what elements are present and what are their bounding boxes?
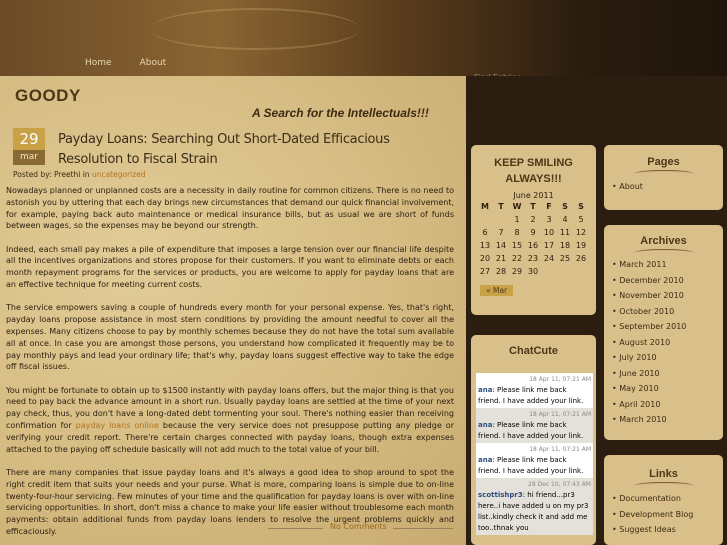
archive-item[interactable]: • October 2010 <box>612 304 723 320</box>
calendar-day: 6 <box>482 228 488 237</box>
pages-list <box>612 179 723 195</box>
calendar-day <box>541 265 557 278</box>
calendar-day <box>573 265 589 278</box>
nav-home-link[interactable]: Home <box>85 58 112 68</box>
calendar-weekday: W <box>512 202 522 211</box>
post-meta <box>13 170 146 179</box>
post-date-badge <box>13 128 45 166</box>
post-paragraph: The service empowers saving a couple of hundreds every month for your personal expense. Yes, that's right, payday loans propose assistance in most stern conditions by providing the amount needful to cover all the expenses. Many citizens choose to pay by monthly schemes because they do not have the total sum available all at once. In case you are amongst those persons, you understand how complicated it frequently may be to pay monthly pays and lead your ordinary life; that's why, payday loans suggest effective way to take the edge off fiscal issues. <box>6 303 454 372</box>
chat-user[interactable]: ana <box>478 386 493 394</box>
archive-item[interactable]: • June 2010 <box>612 366 723 382</box>
calendar-day: 12 <box>575 228 587 237</box>
calendar-day: 17 <box>543 241 555 250</box>
archive-item[interactable]: • May 2010 <box>612 381 723 397</box>
link-item[interactable]: • Development Blog <box>612 507 723 523</box>
archive-item[interactable]: • August 2010 <box>612 335 723 351</box>
calendar-day: 30 <box>527 267 539 276</box>
links-heading: Links <box>649 468 678 480</box>
calendar-day: 7 <box>498 228 504 237</box>
calendar-weekday: S <box>562 202 568 211</box>
site-title[interactable]: GOODY <box>15 86 81 105</box>
calendar-day: 3 <box>546 215 552 224</box>
calendar-day: 26 <box>575 254 587 263</box>
calendar-day: 9 <box>530 228 536 237</box>
post-date-month: mar <box>13 150 45 165</box>
nav-about-link[interactable]: About <box>139 58 167 68</box>
calendar-day <box>477 213 493 226</box>
top-nav <box>85 58 166 68</box>
links-widget <box>604 455 723 545</box>
archives-heading: Archives <box>640 235 687 247</box>
chat-text: : Please link me back friend. I have added your link. <box>478 421 584 440</box>
calendar-day <box>557 265 573 278</box>
site-tagline: A Search for the Intellectuals!!! <box>252 106 429 120</box>
link-item[interactable]: • Suggest Ideas <box>612 522 723 538</box>
calendar-day: 15 <box>511 241 523 250</box>
chat-user[interactable]: scottishpr3 <box>478 491 523 499</box>
archive-item[interactable]: • April 2010 <box>612 397 723 413</box>
chat-user[interactable]: ana <box>478 456 493 464</box>
chat-time: 18 Apr 11, 07:21 AM <box>529 376 591 383</box>
chat-messages <box>476 373 593 535</box>
archive-item[interactable]: • March 2010 <box>612 412 723 428</box>
calendar-weekday: F <box>546 202 552 211</box>
calendar-day: 13 <box>479 241 491 250</box>
archive-item[interactable]: • September 2010 <box>612 319 723 335</box>
pages-item[interactable]: • About <box>612 179 723 195</box>
calendar-weekday: T <box>498 202 504 211</box>
calendar-day: 28 <box>495 267 507 276</box>
calendar-weekday: S <box>578 202 584 211</box>
calendar-table <box>477 200 589 278</box>
calendar-day: 19 <box>575 241 587 250</box>
comments-area <box>268 522 458 534</box>
chat-message <box>476 373 593 408</box>
ornament-decoration <box>150 8 360 50</box>
calendar-day: 25 <box>559 254 571 263</box>
link-item[interactable]: • Documentation <box>612 491 723 507</box>
chat-message <box>476 478 593 535</box>
chat-message <box>476 443 593 478</box>
post-category-link[interactable]: uncategorized <box>91 170 146 179</box>
post-paragraph: There are many companies that issue payday loans and it's always a good idea to shop around to spot the right credit item that suits your needs and your purse. What is more, comparing loans is simple due to on-line twenty-four-hour servicing. Few minutes of your time and the qualification for payday loans is over with on-line servicing opportunities. In short, don't miss a chance to make your life easier without troublesome each month payments: obtain additional funds from payday loans lenders to resolve the urgent problems quickly and efficaciously. <box>6 467 454 536</box>
pages-widget <box>604 145 723 210</box>
chat-text: : hi friend...pr3 here..i have added u on my pr3 list..kindly check it and add me too..thnak you <box>478 491 589 532</box>
calendar-day: 4 <box>562 215 568 224</box>
chat-text: : Please link me back friend. I have added your link. <box>478 386 584 405</box>
main-content <box>0 76 466 545</box>
links-list <box>612 491 723 538</box>
calendar-heading: KEEP SMILING ALWAYS!!! <box>494 157 573 185</box>
calendar-day: 29 <box>511 267 523 276</box>
archives-list <box>612 257 723 428</box>
post-body <box>6 185 454 545</box>
calendar-day: 8 <box>514 228 520 237</box>
calendar-day <box>493 213 509 226</box>
post-paragraph: Nowadays planned or unplanned costs are a necessity in daily routine for common citizens. There is no need to astonish you by uttering that each day brings new circumstances that demand our quick financial involvement, for example, paying back auto maintenance or medical insurance bills, but as usual we are short of funds between wages, so the expenses may be beyond our strength. <box>6 186 454 231</box>
calendar-day: 18 <box>559 241 571 250</box>
chat-heading: ChatCute <box>509 345 558 357</box>
calendar-day: 23 <box>527 254 539 263</box>
calendar-widget <box>471 145 596 315</box>
calendar-day: 11 <box>559 228 571 237</box>
calendar-weekday: M <box>481 202 489 211</box>
post-paragraph: You might be fortunate to obtain up to $1500 instantly with payday loans offers, but the major thing is that you need to pay back the advance amount in a short run. Usually payday loans are settled at the time of your next pay check, thus, you don't have a long-dated debt tormenting your soul. There's nothing easier than receiving confirmation for payday loans online because the very service does not presuppose putting any pledge or verifying your credit report. There're certain charges connected with payday loans, though extra expenses attached to the paying off schedule basically will not add much to the total value of your bill. <box>6 385 454 454</box>
calendar-day: 20 <box>479 254 491 263</box>
calendar-day: 5 <box>578 215 584 224</box>
calendar-day: 14 <box>495 241 507 250</box>
archives-widget <box>604 225 723 440</box>
chat-message <box>476 408 593 443</box>
calendar-day: 16 <box>527 241 539 250</box>
archive-item[interactable]: • March 2011 <box>612 257 723 273</box>
calendar-day: 27 <box>479 267 491 276</box>
calendar-day: 22 <box>511 254 523 263</box>
calendar-day: 21 <box>495 254 507 263</box>
chat-text: : Please link me back friend. I have added your link. <box>478 456 584 475</box>
post-paragraph: Indeed, each small pay makes a pile of expenditure that imposes a large tension over our financial life despite all the incentives organizations and stores propose for their customers. If you want to eliminate debts or each month repayment programs for the services or products, you are welcome to apply for payday loans that are an effective technique for meeting current costs. <box>6 244 454 290</box>
chat-time: 18 Apr 11, 07:21 AM <box>529 446 591 453</box>
post-title[interactable]: Payday Loans: Searching Out Short-Dated Efficacious Resolution to Fiscal Strain <box>58 132 390 167</box>
pages-heading: Pages <box>647 156 680 168</box>
archive-item[interactable]: • November 2010 <box>612 288 723 304</box>
calendar-day: 10 <box>543 228 555 237</box>
chat-user[interactable]: ana <box>478 421 493 429</box>
calendar-prev-link[interactable]: « Mar <box>480 285 513 296</box>
calendar-day: 2 <box>530 215 536 224</box>
post-author: Posted by: Preethi in <box>13 170 90 179</box>
archive-item[interactable]: • December 2010 <box>612 273 723 289</box>
payday-loans-online-link[interactable]: payday loans online <box>75 421 159 431</box>
calendar-day: 1 <box>514 215 520 224</box>
chat-time: 28 Dec 10, 07:43 AM <box>528 481 591 488</box>
calendar-month: June 2011 <box>513 191 554 200</box>
comments-link[interactable]: No Comments <box>330 522 387 531</box>
chat-time: 18 Apr 11, 07:21 AM <box>529 411 591 418</box>
calendar-day: 24 <box>543 254 555 263</box>
archive-item[interactable]: • July 2010 <box>612 350 723 366</box>
post-date-day: 29 <box>13 128 45 150</box>
calendar-weekday: T <box>530 202 536 211</box>
